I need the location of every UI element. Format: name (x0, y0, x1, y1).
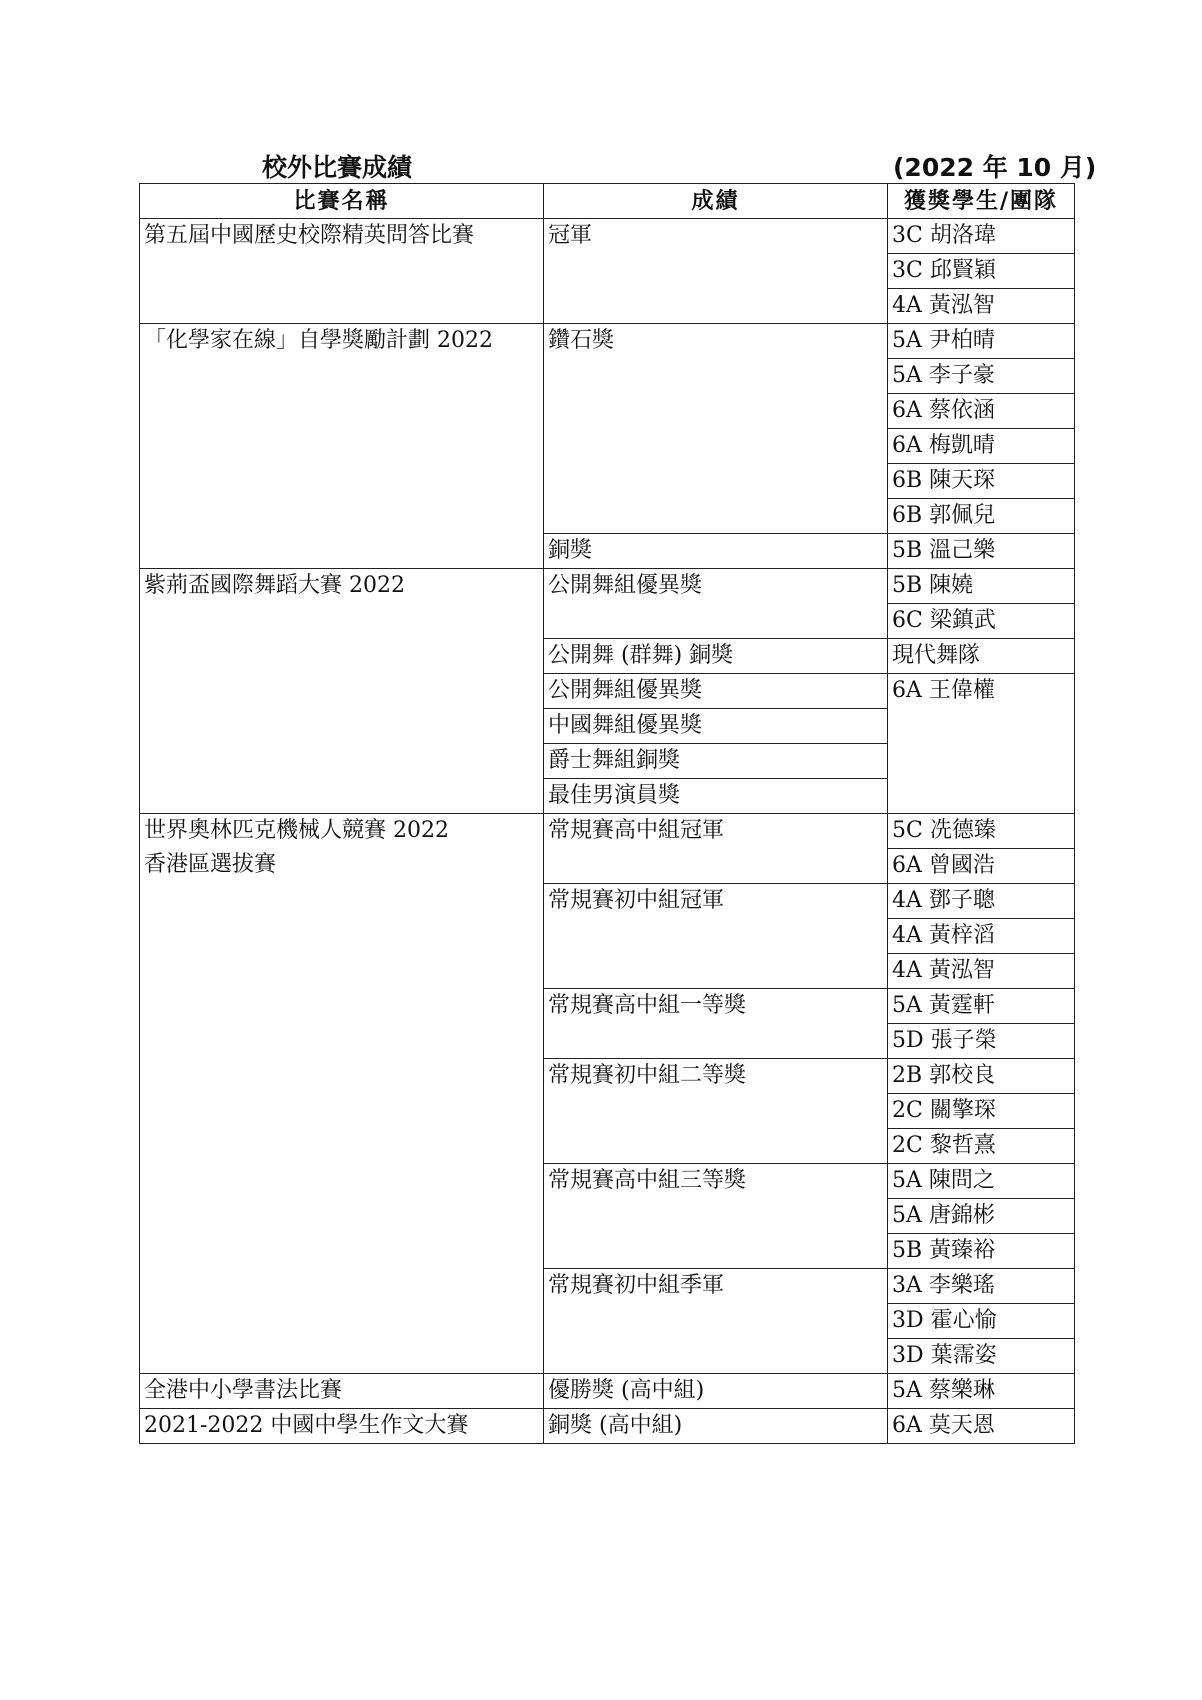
table-row (140, 324, 1075, 359)
winner-cell: 3A 李樂瑤 (888, 1269, 1075, 1304)
winner-cell: 5B 陳嬈 (888, 569, 1075, 604)
competition-name: 香港區選拔賽 (144, 852, 277, 877)
winner-cell: 5A 尹柏晴 (888, 324, 1075, 359)
winner-cell: 3D 葉霈姿 (888, 1339, 1075, 1374)
table-row (140, 1374, 1075, 1409)
winner-cell: 4A 黃泓智 (888, 289, 1075, 324)
winner-cell: 3C 胡洛瑋 (888, 219, 1075, 254)
award-cell: 中國舞組優異獎 (544, 709, 888, 744)
award-cell: 銅獎 (高中組) (544, 1409, 888, 1444)
table-row (140, 569, 1075, 604)
award-cell: 鑽石獎 (544, 324, 888, 534)
winner-cell: 現代舞隊 (888, 639, 1075, 674)
winner-cell: 5B 黃臻裕 (888, 1234, 1075, 1269)
award-cell: 常規賽高中組三等獎 (544, 1164, 888, 1269)
winner-cell: 4A 黃梓滔 (888, 919, 1075, 954)
competition-name-cell (140, 219, 544, 324)
competition-name-cell (140, 569, 544, 814)
competition-name: 2021-2022 中國中學生作文大賽 (144, 1413, 469, 1438)
award-cell: 銅獎 (544, 534, 888, 569)
winner-cell: 5A 李子豪 (888, 359, 1075, 394)
competition-name: 紫荊盃國際舞蹈大賽 2022 (144, 573, 405, 598)
competition-name: 全港中小學書法比賽 (144, 1378, 343, 1403)
award-cell: 常規賽初中組冠軍 (544, 884, 888, 989)
winner-cell: 6B 陳天琛 (888, 464, 1075, 499)
award-cell: 冠軍 (544, 219, 888, 324)
winner-cell: 3D 霍心愉 (888, 1304, 1075, 1339)
competition-name: 第五屆中國歷史校際精英問答比賽 (144, 223, 475, 248)
header-result: 成績 (544, 184, 888, 219)
winner-cell: 2C 關擎琛 (888, 1094, 1075, 1129)
award-cell: 公開舞組優異獎 (544, 569, 888, 639)
winner-cell: 6A 王偉權 (888, 674, 1075, 814)
award-cell: 常規賽初中組二等獎 (544, 1059, 888, 1164)
competition-name: 「化學家在線」自學獎勵計劃 2022 (144, 328, 493, 353)
award-cell: 常規賽初中組季軍 (544, 1269, 888, 1374)
award-cell: 最佳男演員獎 (544, 779, 888, 814)
winner-cell: 4A 黃泓智 (888, 954, 1075, 989)
award-cell: 公開舞 (群舞) 銅獎 (544, 639, 888, 674)
results-table (139, 183, 1075, 1444)
table-row (140, 1409, 1075, 1444)
winner-cell: 5B 溫己樂 (888, 534, 1075, 569)
winner-cell: 5A 陳問之 (888, 1164, 1075, 1199)
competition-name-cell (140, 324, 544, 569)
winner-cell: 2B 郭校良 (888, 1059, 1075, 1094)
table-row (140, 814, 1075, 849)
award-cell: 常規賽高中組一等獎 (544, 989, 888, 1059)
winner-cell: 6A 曾國浩 (888, 849, 1075, 884)
award-cell: 優勝獎 (高中組) (544, 1374, 888, 1409)
winner-cell: 5A 唐錦彬 (888, 1199, 1075, 1234)
winner-cell: 6B 郭佩兒 (888, 499, 1075, 534)
competition-name-cell (140, 1374, 544, 1409)
competition-name-cell (140, 1409, 544, 1444)
winner-cell: 3C 邱賢穎 (888, 254, 1075, 289)
winner-cell: 6A 莫天恩 (888, 1409, 1075, 1444)
award-cell: 公開舞組優異獎 (544, 674, 888, 709)
winner-cell: 6A 蔡依涵 (888, 394, 1075, 429)
table-header-row (140, 184, 1075, 219)
competition-name-cell (140, 814, 544, 1374)
winner-cell: 5A 黃霆軒 (888, 989, 1075, 1024)
header-competition: 比賽名稱 (140, 184, 544, 219)
award-cell: 常規賽高中組冠軍 (544, 814, 888, 884)
table-row (140, 219, 1075, 254)
winner-cell: 6C 梁鎮武 (888, 604, 1075, 639)
winner-cell: 5C 冼德臻 (888, 814, 1075, 849)
report-date: (2022 年 10 月) (893, 153, 1097, 182)
header-winners: 獲獎學生/團隊 (888, 184, 1075, 219)
winner-cell: 2C 黎哲熹 (888, 1129, 1075, 1164)
winner-cell: 5A 蔡樂琳 (888, 1374, 1075, 1409)
page-title: 校外比賽成績 (262, 153, 413, 182)
results-body (140, 219, 1075, 1444)
winner-cell: 4A 鄧子聰 (888, 884, 1075, 919)
winner-cell: 5D 張子榮 (888, 1024, 1075, 1059)
competition-name: 世界奧林匹克機械人競賽 2022 (144, 818, 449, 843)
award-cell: 爵士舞組銅獎 (544, 744, 888, 779)
winner-cell: 6A 梅凱晴 (888, 429, 1075, 464)
